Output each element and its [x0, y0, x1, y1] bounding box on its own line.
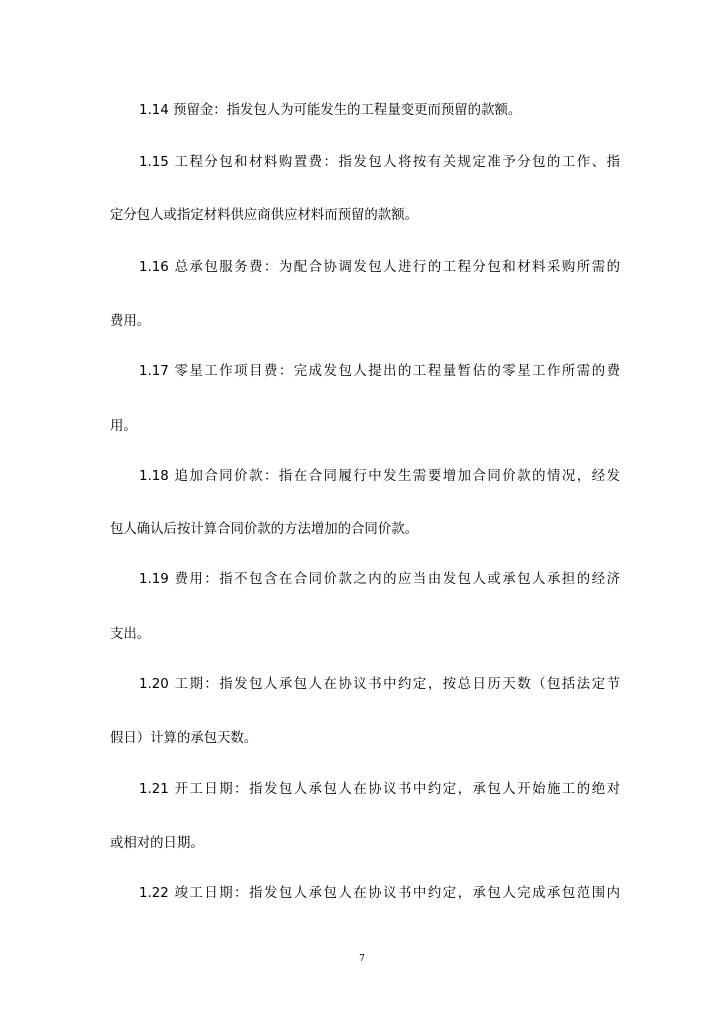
paragraph-1-15-line-1: 1.15 工程分包和材料购置费：指发包人将按有关规定准予分包的工作、指	[139, 155, 620, 170]
paragraph-1-19-line-1: 1.19 费用：指不包含在合同价款之内的应当由发包人或承包人承担的经济	[139, 572, 620, 587]
paragraph-1-18-line-2: 包人确认后按计算合同价款的方法增加的合同价款。	[110, 522, 418, 537]
paragraph-1-17-line-2: 用。	[110, 419, 137, 434]
paragraph-1-21-line-1: 1.21 开工日期：指发包人承包人在协议书中约定，承包人开始施工的绝对	[139, 782, 620, 797]
paragraph-1-22-line-1: 1.22 竣工日期：指发包人承包人在协议书中约定，承包人完成承包范围内	[139, 886, 620, 901]
paragraph-1-20-line-1: 1.20 工期：指发包人承包人在协议书中约定，按总日历天数（包括法定节	[139, 677, 620, 692]
paragraph-1-19-line-2: 支出。	[110, 627, 151, 642]
paragraph-1-16-line-1: 1.16 总承包服务费：为配合协调发包人进行的工程分包和材料采购所需的	[139, 260, 620, 275]
paragraph-1-17-line-1: 1.17 零星工作项目费：完成发包人提出的工程量暂估的零星工作所需的费	[139, 364, 620, 379]
paragraph-1-16-line-2: 费用。	[110, 314, 151, 329]
paragraph-1-14-line-1: 1.14 预留金：指发包人为可能发生的工程量变更而预留的款额。	[139, 103, 522, 118]
paragraph-1-20-line-2: 假日）计算的承包天数。	[110, 731, 258, 746]
paragraph-1-18-line-1: 1.18 追加合同价款：指在合同履行中发生需要增加合同价款的情况，经发	[139, 469, 620, 484]
paragraph-1-21-line-2: 或相对的日期。	[110, 836, 204, 851]
paragraph-1-15-line-2: 定分包人或指定材料供应商供应材料而预留的款额。	[110, 208, 418, 223]
page-number: 7	[359, 954, 365, 964]
